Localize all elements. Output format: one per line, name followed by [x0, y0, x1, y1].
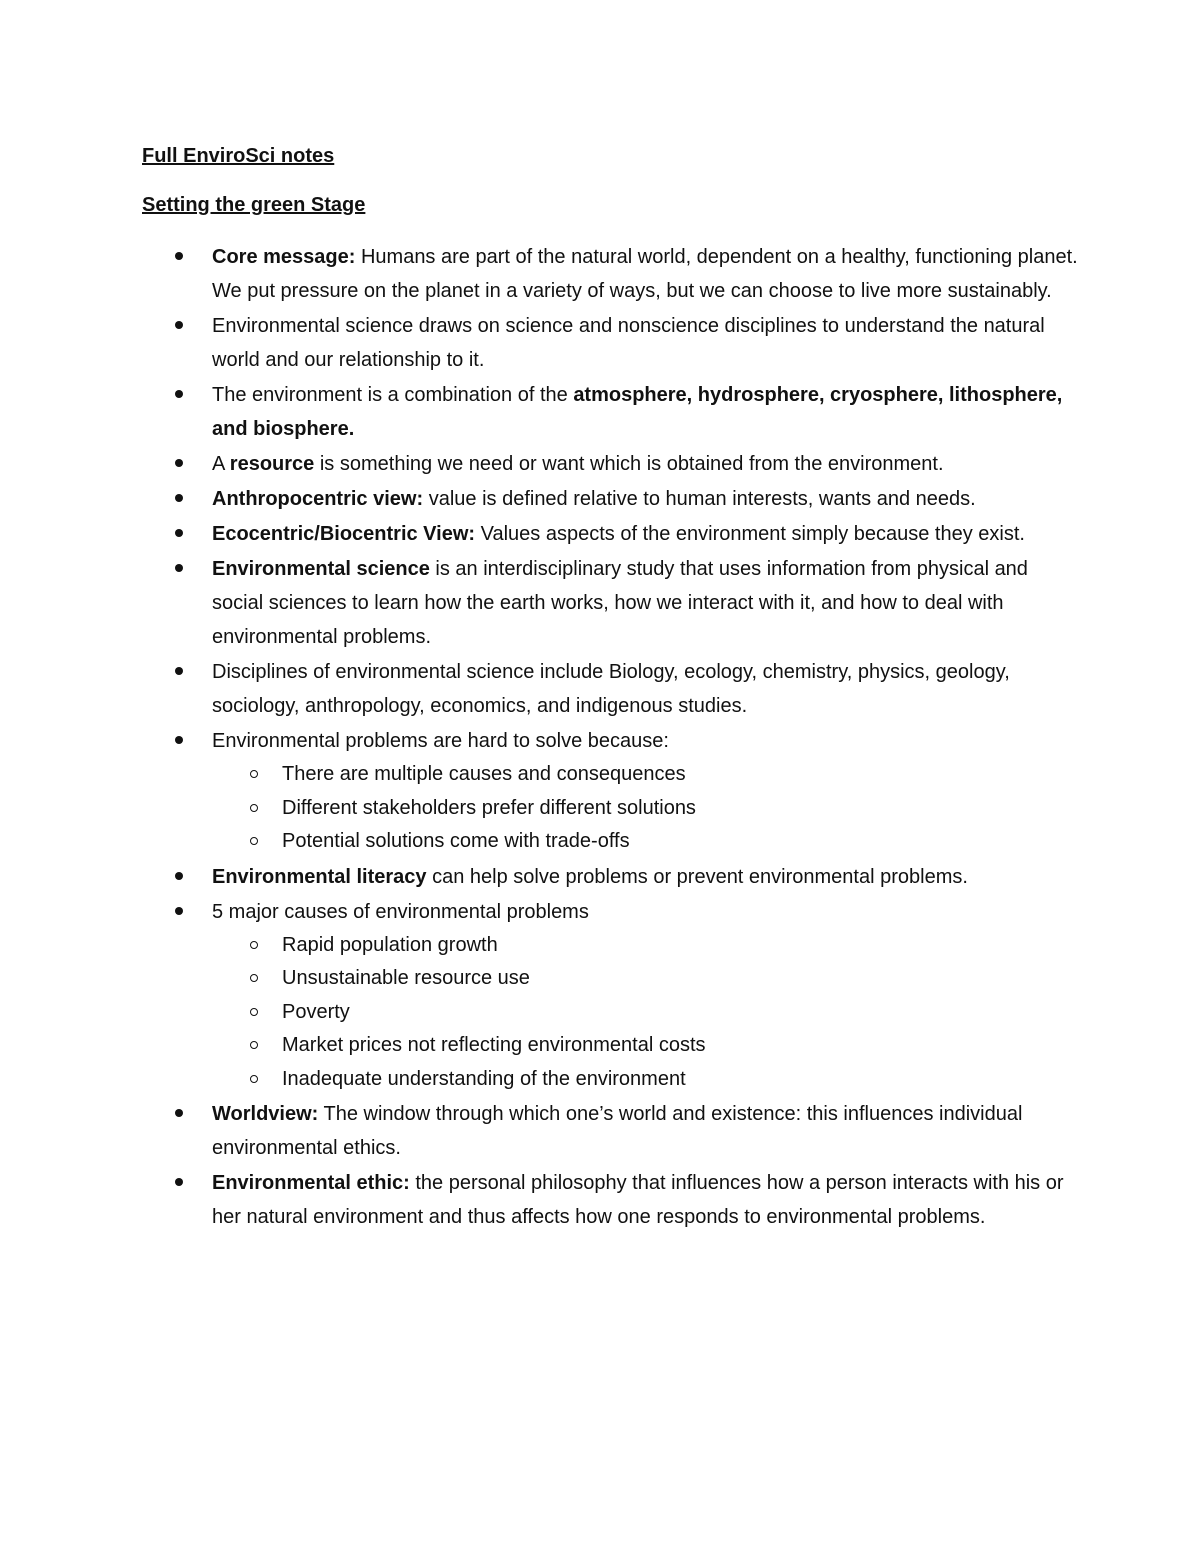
list-item [0, 240, 1200, 308]
sub-item-text: Different stakeholders prefer different solutions [282, 796, 696, 819]
item-text: The window through which one’s world and existence: this influences individual environmental ethics. [212, 1103, 1023, 1159]
list-item [0, 552, 1200, 654]
list-item [0, 447, 1200, 481]
list-item [0, 1097, 1200, 1165]
term-label: Anthropocentric view: [212, 488, 424, 510]
sub-list-item [212, 996, 1080, 1030]
item-text: 5 major causes of environmental problems [212, 900, 589, 923]
sub-item-text: Rapid population growth [282, 933, 498, 956]
list-item [0, 655, 1200, 723]
bullet-icon [175, 667, 183, 675]
list-item [0, 309, 1200, 377]
circle-bullet-icon [250, 837, 258, 845]
bullet-icon [175, 736, 183, 744]
item-text: Environmental science draws on science and nonscience disciplines to understand the natural world and our relationship to it. [212, 315, 1045, 371]
sub-item-text: Poverty [282, 1000, 350, 1023]
term-label: atmosphere, hydrosphere, cryosphere, lithosphere, and biosphere. [212, 384, 1063, 440]
item-text: Disciplines of environmental science include Biology, ecology, chemistry, physics, geology, sociology, anthropology, economics, and indigenous studies. [212, 661, 1010, 717]
item-text: is an interdisciplinary study that uses information from physical and social sciences to learn how the earth works, how we interact with it, and how to deal with environmental problems. [212, 558, 1028, 648]
notes-list [0, 240, 1200, 1235]
item-text: the personal philosophy that influences how a person interacts with his or her natural environment and thus affects how one responds to environmental problems. [212, 1172, 1064, 1228]
sub-item-text: Potential solutions come with trade-offs [282, 830, 630, 852]
circle-bullet-icon [250, 974, 258, 982]
bullet-icon [175, 872, 183, 880]
term-label: Worldview: [212, 1103, 319, 1125]
circle-bullet-icon [250, 804, 258, 812]
item-text: The environment is a combination of the [212, 384, 574, 406]
bullet-icon [175, 459, 183, 467]
list-item [0, 482, 1200, 516]
sub-item-text: There are multiple causes and consequences [282, 763, 686, 785]
list-item [0, 895, 1200, 1097]
item-text: A [212, 453, 230, 475]
term-label: Environmental ethic: [212, 1172, 410, 1194]
bullet-icon [175, 321, 183, 329]
sub-list [212, 758, 1080, 859]
bullet-icon [175, 252, 183, 260]
sub-item-text: Inadequate understanding of the environment [282, 1067, 686, 1090]
item-text: Values aspects of the environment simply because they exist. [475, 523, 1025, 545]
item-text: Environmental problems are hard to solve because: [212, 730, 669, 752]
bullet-icon [175, 1109, 183, 1117]
list-item [0, 517, 1200, 551]
list-item [0, 378, 1200, 446]
sub-item-text: Unsustainable resource use [282, 967, 530, 989]
sub-list-item [212, 758, 1080, 792]
bullet-icon [175, 529, 183, 537]
list-item [0, 724, 1200, 859]
circle-bullet-icon [250, 770, 258, 778]
circle-bullet-icon [250, 1075, 258, 1083]
bullet-icon [175, 907, 183, 915]
term-label: Core message: [212, 246, 356, 268]
sub-list-item [212, 792, 1080, 826]
term-label: Ecocentric/Biocentric View: [212, 523, 476, 545]
item-text: Humans are part of the natural world, dependent on a healthy, functioning planet. We put pressure on the planet in a variety of ways, but we can choose to live more sustainably. [212, 246, 1078, 302]
sub-list-item [212, 1029, 1080, 1063]
section-heading: Setting the green Stage [142, 194, 366, 216]
term-label: resource [229, 453, 315, 475]
sub-list-item [212, 1063, 1080, 1097]
bullet-icon [175, 564, 183, 572]
bullet-icon [175, 390, 183, 398]
circle-bullet-icon [250, 941, 258, 949]
sub-list [212, 929, 1080, 1097]
item-text: can help solve problems or prevent environmental problems. [426, 865, 968, 888]
list-item [0, 860, 1200, 894]
list-item [0, 1166, 1200, 1234]
item-text: value is defined relative to human interests, wants and needs. [423, 488, 976, 510]
bullet-icon [175, 1178, 183, 1186]
document-title: Full EnviroSci notes [142, 145, 335, 167]
bullet-icon [175, 494, 183, 502]
sub-list-item [212, 929, 1080, 963]
sub-item-text: Market prices not reflecting environmental costs [282, 1034, 706, 1056]
sub-list-item [212, 825, 1080, 859]
sub-list-item [212, 962, 1080, 996]
term-label: Environmental literacy [212, 865, 427, 888]
circle-bullet-icon [250, 1008, 258, 1016]
item-text: is something we need or want which is obtained from the environment. [314, 453, 944, 475]
term-label: Environmental science [212, 558, 430, 580]
circle-bullet-icon [250, 1041, 258, 1049]
